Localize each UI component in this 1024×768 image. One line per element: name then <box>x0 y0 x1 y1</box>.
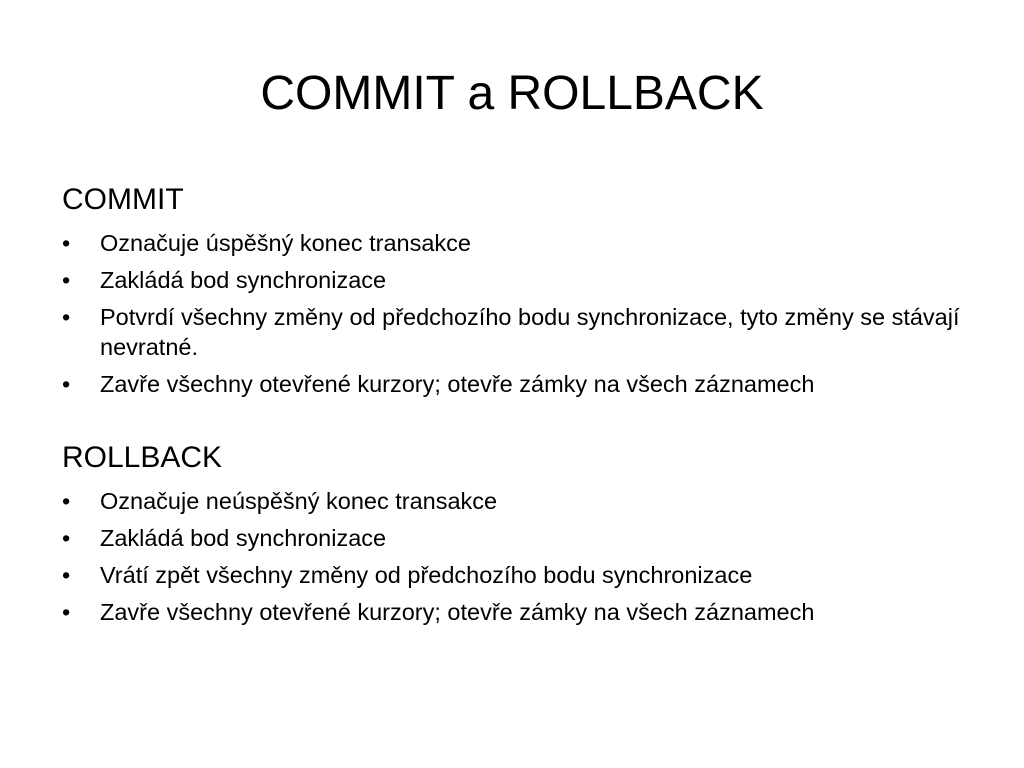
list-item <box>62 560 962 590</box>
list-item-text: Zakládá bod synchronizace <box>100 525 387 551</box>
list-item-text: Označuje neúspěšný konec transakce <box>100 488 498 514</box>
bullet-icon: • <box>62 230 71 256</box>
bullet-icon: • <box>62 371 71 397</box>
list-item-text: Označuje úspěšný konec transakce <box>100 230 471 256</box>
list-item <box>62 265 962 295</box>
list-item <box>62 597 962 627</box>
list-item <box>62 369 962 399</box>
bullet-icon: • <box>62 562 71 588</box>
bullet-icon: • <box>62 525 71 551</box>
list-item <box>62 523 962 553</box>
bullet-list <box>62 486 962 627</box>
bullet-list <box>62 228 962 399</box>
slide-content <box>62 179 962 627</box>
list-item-text: Vrátí zpět všechny změny od předchozího bodu synchronizace <box>100 562 753 588</box>
list-item-text: Zavře všechny otevřené kurzory; otevře zámky na všech záznamech <box>100 371 815 397</box>
list-item-text: Zavře všechny otevřené kurzory; otevře zámky na všech záznamech <box>100 599 815 625</box>
section-heading: COMMIT <box>62 183 184 216</box>
bullet-icon: • <box>62 267 71 293</box>
bullet-icon: • <box>62 304 71 330</box>
list-item-text: Potvrdí všechny změny od předchozího bodu synchronizace, tyto změny se stávají nevratné. <box>100 304 960 360</box>
slide-title: COMMIT a ROLLBACK <box>260 67 764 120</box>
list-item <box>62 486 962 516</box>
bullet-icon: • <box>62 488 71 514</box>
list-item-text: Zakládá bod synchronizace <box>100 267 387 293</box>
section-commit <box>62 179 962 399</box>
section-rollback <box>62 437 962 627</box>
bullet-icon: • <box>62 599 71 625</box>
section-heading: ROLLBACK <box>62 441 223 474</box>
list-item <box>62 302 962 362</box>
list-item <box>62 228 962 258</box>
